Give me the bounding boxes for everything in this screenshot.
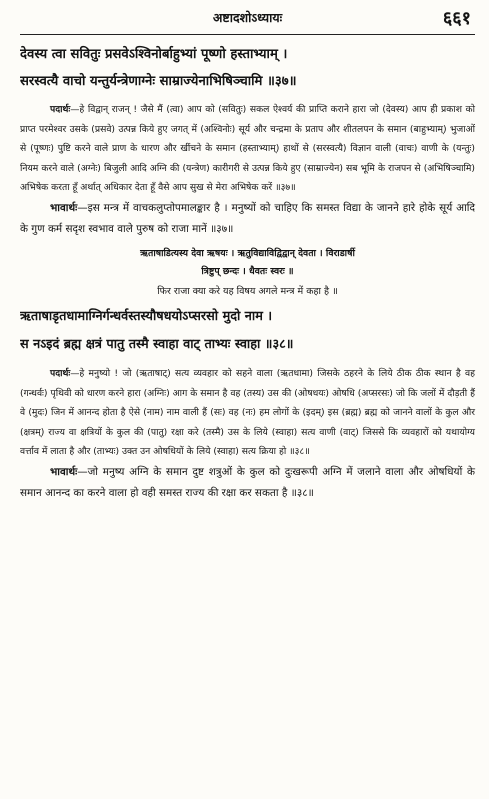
- devata-line-1: ऋताषाडित्यस्य देवा ऋषयः । ऋतुविद्याविद्विद्वान् देवता । विराडार्षी: [140, 247, 355, 259]
- padartha-38-label: पदार्थः: [50, 367, 71, 379]
- devata-line-2: त्रिष्टुप् छन्दः । धैवतः स्वरः ॥: [201, 265, 294, 277]
- bhavartha-37: [20, 198, 475, 240]
- padartha-38-text: —हे मनुष्यो ! जो (ऋताषाट्) सत्य व्यवहार को सहने वाला (ऋतधामा) जिसके ठहरने के लिये ठीक ठीक स्थान है वह (गन्धर्वः) पृथिवी को धारण करने हारा (अग्निः) आग के समान है वह (तस्य) उस की (ओषधयः) ओषधि (अप्सरसः) जो कि जलों में दौड़ती हैं वे (मुदः) जिन में आनन्द होता है ऐसे (नाम) नाम वाली हैं (सः) वह (नः) हम लोगों के (इदम्) इस (ब्रह्म) ब्रह्म को जानने वालों के कुल और (क्षत्रम्) राज्य वा क्षत्रियों के कुल की (पातु) रक्षा करे (तस्मै) उस के लिये (स्वाहा) सत्य वाणी (वाट्) जिससे कि व्यवहारों को यथायोग्य वर्त्ताव में लाता है और (ताभ्यः) उक्त उन ओषधियों के लिये (स्वाहा) सत्य क्रिया हो ॥३८॥: [20, 367, 475, 458]
- bhavartha-37-label: भावार्थः: [50, 201, 78, 214]
- page-number: ६६१: [442, 8, 471, 29]
- bhavartha-38: [20, 462, 475, 504]
- mantra-intro: फिर राजा क्या करे यह विषय अगले मन्त्र में कहा है ॥: [157, 285, 338, 297]
- mantra-38-line-2: स नऽइदं ब्रह्म क्षत्रं पातु तस्मै स्वाहा वाट् ताभ्यः स्वाहा ॥३८॥: [20, 336, 294, 352]
- bhavartha-37-text: —इस मन्त्र में वाचकलुप्तोपमालङ्कार है । मनुष्यों को चाहिए कि समस्त विद्या के जानने हारे होके सूर्य आदि के गुण कर्म सदृश स्वभाव वाले पुरुष को राजा मानें ॥३७॥: [20, 201, 475, 235]
- mantra-37-line-1: देवस्य त्वा सवितुः प्रसवेऽश्विनोर्बाहुभ्यां पूष्णो हस्ताभ्याम् ।: [20, 47, 288, 62]
- page-header: [20, 6, 475, 30]
- padartha-37-label: पदार्थः: [50, 104, 71, 115]
- mantra-37-line-2: सरस्वत्यै वाचो यन्तुर्यन्त्रेणाग्नेः साम्राज्येनाभिषिञ्चामि ॥३७॥: [20, 74, 297, 89]
- padartha-37-text: —हे विद्वान् राजन् ! जैसे मैं (त्वा) आप को (सवितुः) सकल ऐश्वर्य की प्राप्ति कराने हारा जो (देवस्य) आप ही प्रकाश को प्राप्त परमेश्वर उसके (प्रसवे) उत्पन्न किये हुए जगत् में (अश्विनोः) सूर्य और चन्द्रमा के प्रताप और शीतलपन के समान (बाहुभ्याम्) भुजाओं से (पूष्णः) पुष्टि करने वाले प्राण के धारण और खींचने के समान (हस्ताभ्याम्) हाथों से (सरस्वत्यै) विज्ञान वाली (वाचः) वाणी के (यन्तुः) नियम करने वाले (अग्नेः) बिजुली आदि अग्नि की (यन्त्रेण) कारीगरी से उत्पन्न किये हुए (साम्राज्येन) सब भूमि के राजपन से (अभिषिञ्चामि) अभिषेक करता हूँ अर्थात् अधिकार देता हूँ वैसे आप सुख से मेरा अभिषेक करें ॥३७॥: [20, 104, 476, 194]
- bhavartha-38-label: भावार्थः: [50, 465, 78, 478]
- bhavartha-38-text: —जो मनुष्य अग्नि के समान दुष्ट शत्रुओं के कुल को दुःखरूपी अग्नि में जलाने वाला और ओषधियों के समान आनन्द का करने वाला हो वही समस्त राज्य की रक्षा कर सकता है ॥३८॥: [20, 465, 475, 499]
- mantra-38-line-1: ऋताषाडृतधामाग्निर्गन्धर्वस्तस्यौषधयोऽप्सरसो मुदो नाम ।: [20, 308, 273, 324]
- chapter-title: अष्टादशोऽध्यायः: [212, 10, 283, 25]
- header-rule: [20, 34, 475, 35]
- padartha-37: [20, 100, 475, 198]
- padartha-38: [20, 364, 475, 462]
